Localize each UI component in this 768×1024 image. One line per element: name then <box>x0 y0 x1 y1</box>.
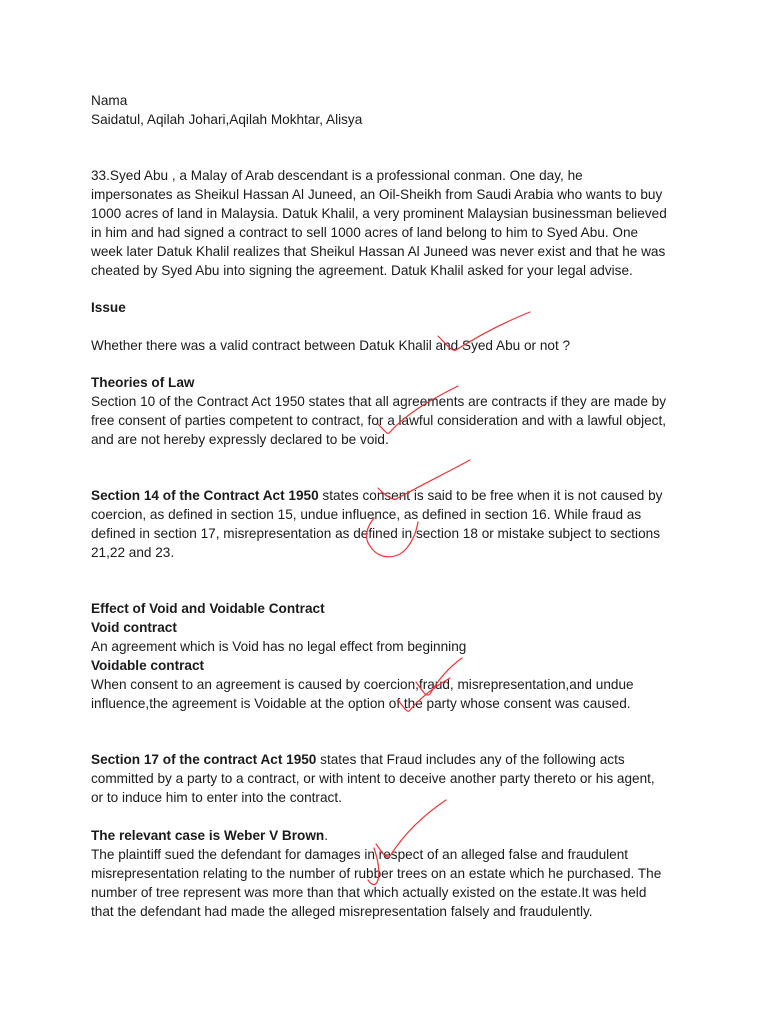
nama-label: Nama <box>91 93 128 108</box>
question-line: impersonates as Sheikul Hassan Al Juneed, an Oil-Sheikh from Saudi Arabia who wants to buy <box>91 187 663 202</box>
case-heading-suffix: . <box>324 828 328 843</box>
section14-title: Section 14 of the Contract Act 1950 <box>91 488 319 503</box>
voidable-line: When consent to an agreement is caused by coercion,fraud, misrepresentation,and undue <box>91 677 634 692</box>
question-line: cheated by Syed Abu into signing the agreement. Datuk Khalil asked for your legal advise. <box>91 263 633 278</box>
question-line: week later Datuk Khalil realizes that Sheikul Hassan Al Juneed was never exist and that he was <box>91 244 666 259</box>
theories-line: Section 10 of the Contract Act 1950 states that all agreements are contracts if they are made by <box>91 394 667 409</box>
section14-paragraph <box>91 486 691 562</box>
section17-paragraph <box>91 750 691 807</box>
case-heading: The relevant case is Weber V Brown <box>91 828 325 843</box>
case-heading-line <box>91 826 691 845</box>
issue-section <box>91 298 691 317</box>
voidable-heading: Voidable contract <box>91 658 205 673</box>
case-line: number of tree represent was more than that which actually existed on the estate.It was held <box>91 885 647 900</box>
case-line: misrepresentation relating to the number of rubber trees on an estate which he purchased. The <box>91 866 662 881</box>
issue-heading: Issue <box>91 300 126 315</box>
section14-first-line <box>91 486 691 505</box>
section14-line: 21,22 and 23. <box>91 545 175 560</box>
question-paragraph <box>91 166 691 280</box>
issue-text-block <box>91 336 691 355</box>
theories-heading: Theories of Law <box>91 375 195 390</box>
effect-section <box>91 599 691 713</box>
case-section <box>91 826 691 921</box>
section17-line: committed by a party to a contract, or with intent to deceive another party thereto or his agent, <box>91 771 655 786</box>
question-line: 33.Syed Abu , a Malay of Arab descendant is a professional conman. One day, he <box>91 168 583 183</box>
theories-line: free consent of parties competent to contract, for a lawful consideration and with a lawful object, <box>91 413 667 428</box>
case-line: that the defendant had made the alleged misrepresentation falsely and fraudulently. <box>91 904 593 919</box>
section17-first-text: states that Fraud includes any of the following acts <box>316 752 625 767</box>
section14-line: coercion, as defined in section 15, undue influence, as defined in section 16. While fraud as <box>91 507 642 522</box>
section17-first-line <box>91 750 691 769</box>
question-line: in him and had signed a contract to sell 1000 acres of land belong to him to Syed Abu. One <box>91 225 639 240</box>
voidable-line: influence,the agreement is Voidable at the option of the party whose consent was caused. <box>91 696 631 711</box>
group-names: Saidatul, Aqilah Johari,Aqilah Mokhtar, Alisya <box>91 112 363 127</box>
theories-line: and are not hereby expressly declared to be void. <box>91 432 389 447</box>
issue-text: Whether there was a valid contract between Datuk Khalil and Syed Abu or not ? <box>91 338 571 353</box>
effect-heading: Effect of Void and Voidable Contract <box>91 601 325 616</box>
void-text: An agreement which is Void has no legal effect from beginning <box>91 639 467 654</box>
case-line: The plaintiff sued the defendant for damages in respect of an alleged false and fraudulent <box>91 847 629 862</box>
question-line: 1000 acres of land in Malaysia. Datuk Khalil, a very prominent Malaysian businessman believed <box>91 206 667 221</box>
section14-line: defined in section 17, misrepresentation as defined in section 18 or mistake subject to sections <box>91 526 660 541</box>
void-heading: Void contract <box>91 620 177 635</box>
section17-line: or to induce him to enter into the contract. <box>91 790 342 805</box>
section17-title: Section 17 of the contract Act 1950 <box>91 752 317 767</box>
header-block <box>91 91 691 129</box>
section14-first-text: states consent is said to be free when it is not caused by <box>318 488 663 503</box>
theories-section <box>91 373 691 449</box>
